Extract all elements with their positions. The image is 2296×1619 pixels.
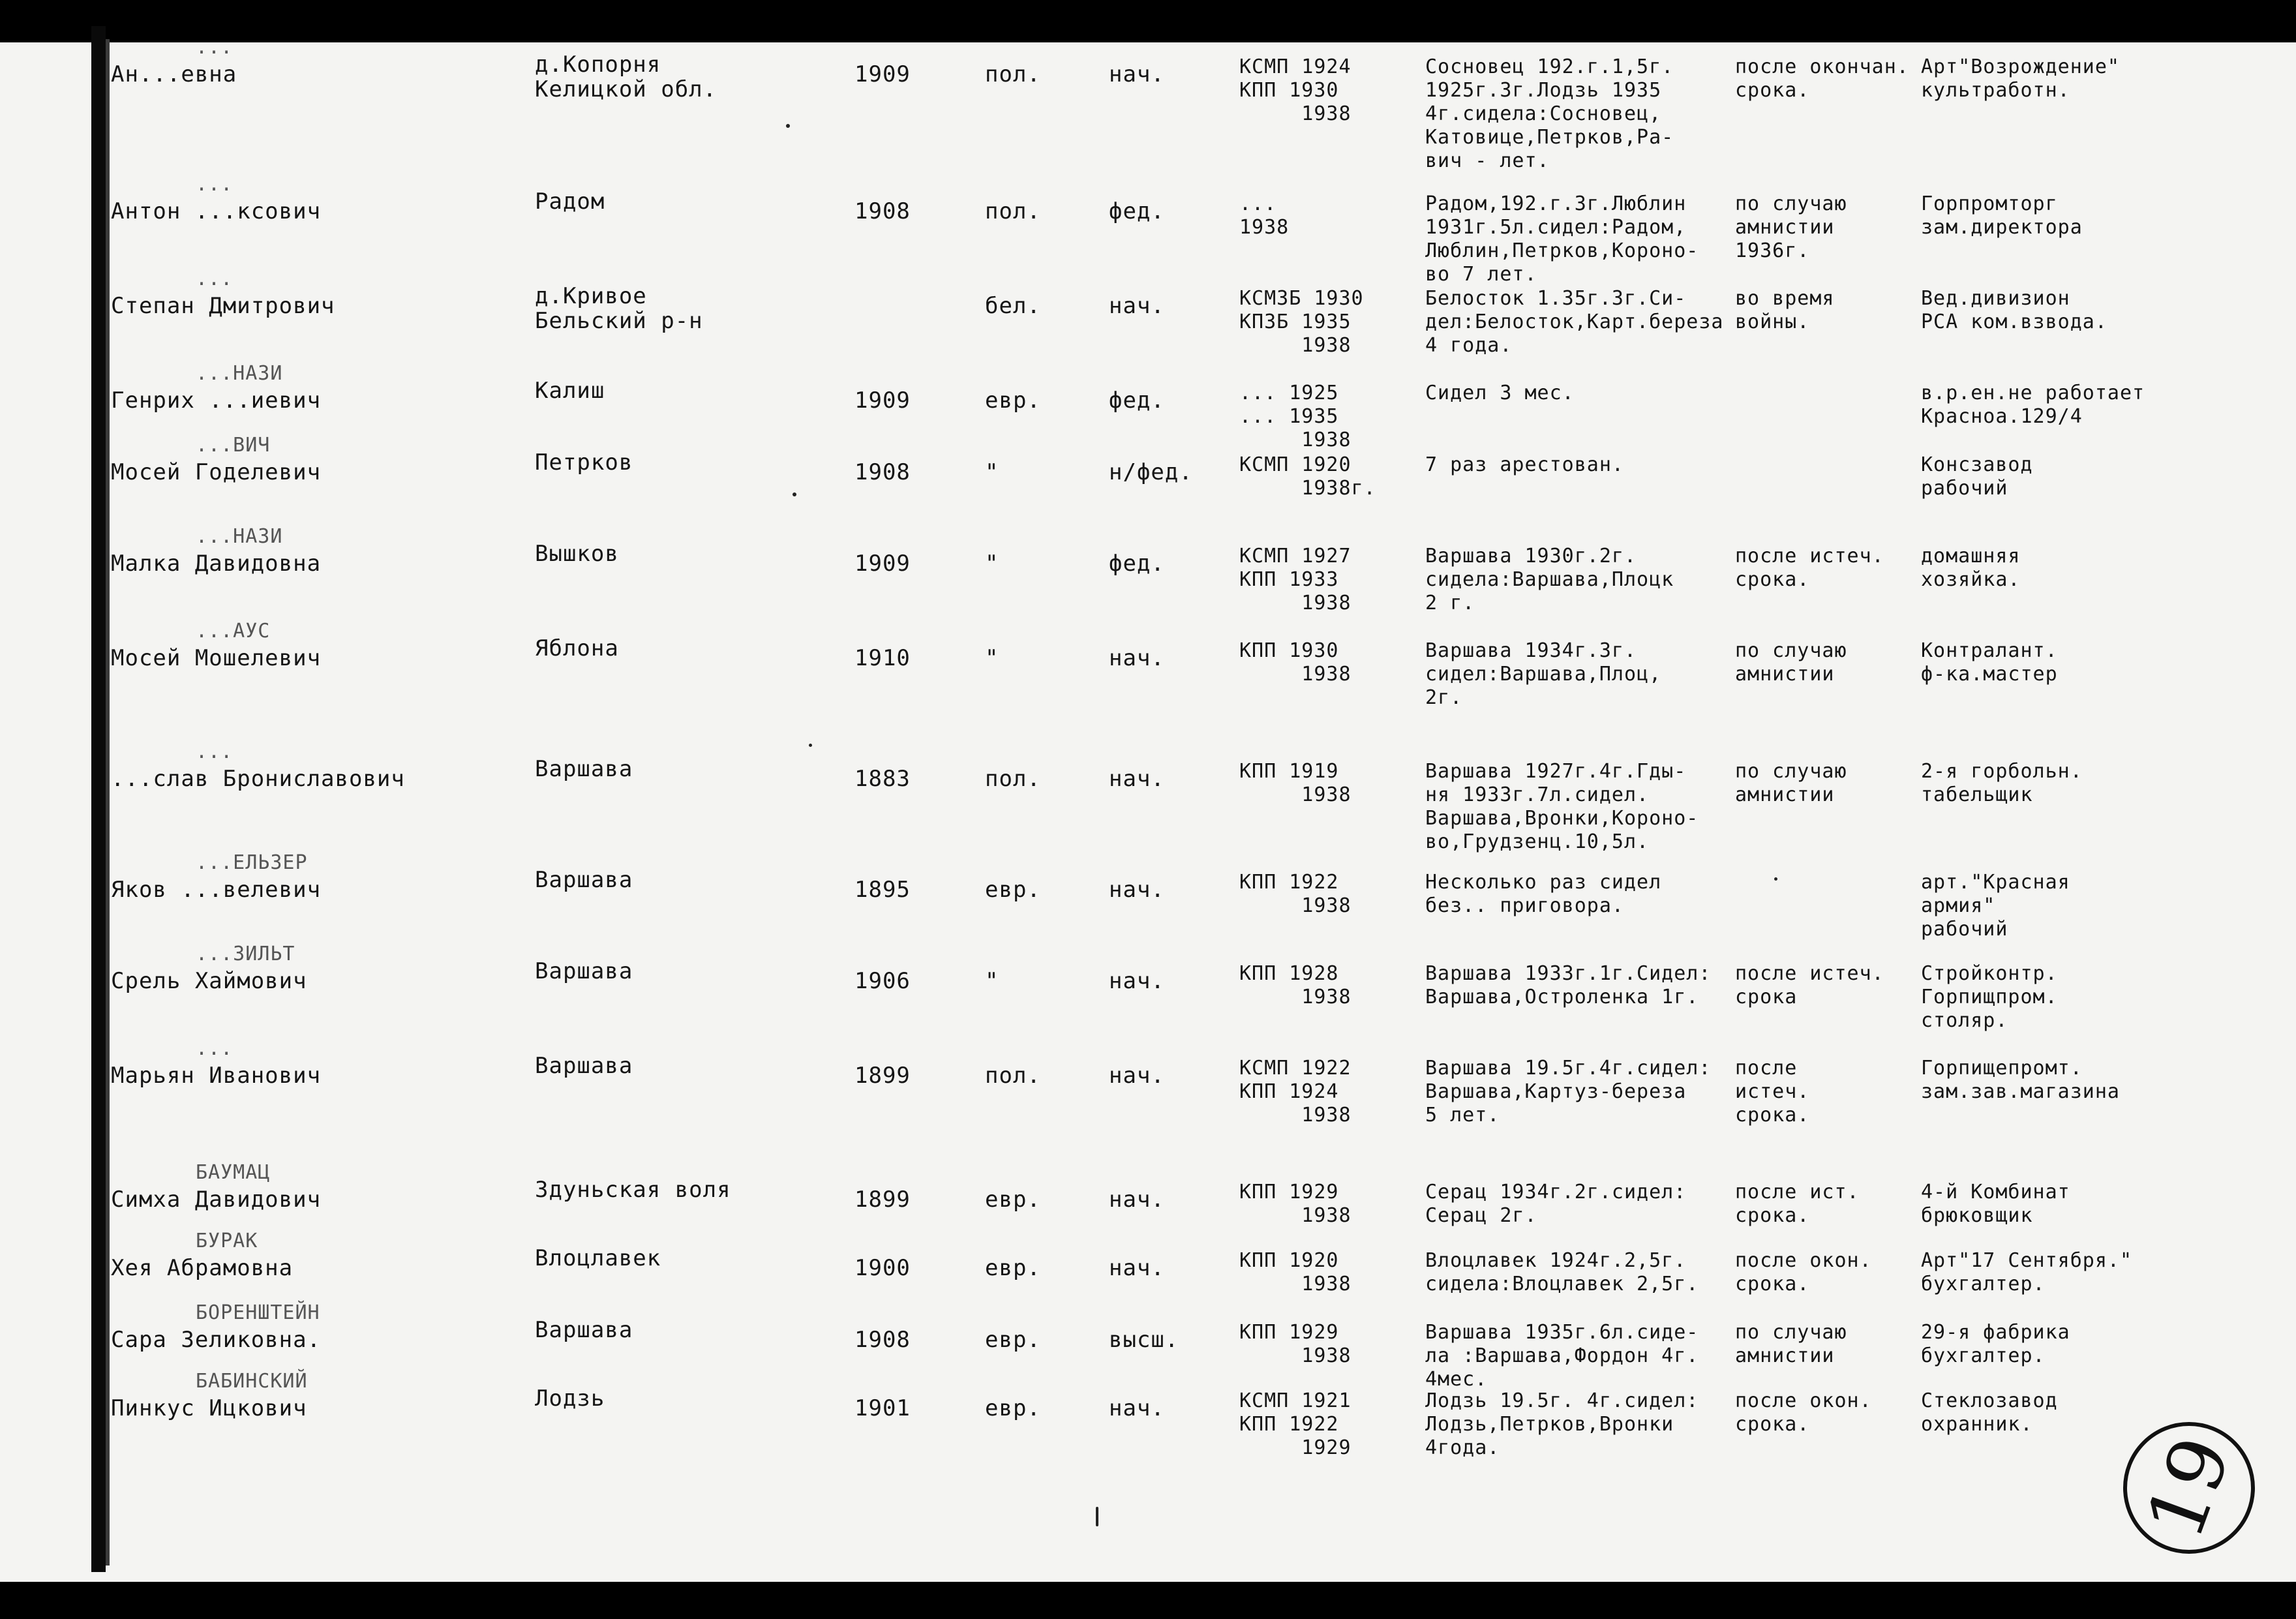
arrest-record: Варшава 1934г.3г. сидел:Варшава,Плоц, 2г. — [1425, 639, 1662, 709]
birth-year: 1909 — [854, 387, 911, 414]
arrest-record: 7 раз арестован. — [1425, 453, 1624, 476]
birth-year: 1895 — [854, 877, 911, 903]
person-surname: ...АУС — [196, 620, 271, 643]
education: нач. — [1109, 61, 1165, 87]
party-membership: КСМП 1921 КПП 1922 1929 — [1239, 1389, 1352, 1459]
party-membership: КПП 1930 1938 — [1239, 639, 1352, 686]
birthplace: Варшава — [535, 1317, 633, 1343]
arrest-record: Влоцлавек 1924г.2,5г. сидела:Влоцлавек 2,5г. — [1425, 1249, 1699, 1295]
occupation: домашняя хозяйка. — [1921, 545, 2021, 591]
release-reason: после истеч. срока — [1735, 962, 1884, 1008]
binding-edge — [91, 26, 106, 1572]
birthplace: Лодзь — [535, 1385, 605, 1412]
person-name: Степан Дмитрович — [111, 293, 335, 319]
birth-year: 1900 — [854, 1255, 911, 1281]
person-surname: БУРАК — [196, 1230, 258, 1252]
person-surname: ... — [196, 173, 234, 196]
nationality: " — [985, 459, 999, 485]
education: н/фед. — [1109, 459, 1193, 485]
occupation: Арт"Возрождение" культработн. — [1921, 55, 2120, 102]
party-membership: КСМЗБ 1930 КПЗБ 1935 1938 — [1239, 287, 1364, 357]
occupation: Горпромторг зам.директора — [1921, 192, 2083, 239]
person-surname: ... — [196, 1037, 234, 1060]
nationality: евр. — [985, 387, 1041, 414]
education: нач. — [1109, 1063, 1165, 1089]
person-surname: БАБИНСКИЙ — [196, 1370, 308, 1393]
release-reason: после истеч. срока. — [1735, 1057, 1810, 1127]
birthplace: д.Кривое Бельский р-н — [535, 283, 703, 334]
occupation: в.р.ен.не работает Красноа.129/4 — [1921, 382, 2145, 428]
nationality: " — [985, 968, 999, 994]
education: нач. — [1109, 645, 1165, 671]
arrest-record: Варшава 1933г.1г.Сидел: Варшава,Остроленка 1г. — [1425, 962, 1712, 1008]
person-surname: ... — [196, 36, 234, 59]
release-reason: после окон. срока. — [1735, 1389, 1872, 1436]
release-reason: после ист. срока. — [1735, 1181, 1860, 1227]
person-name: Мосей Мошелевич — [111, 645, 322, 671]
person-surname: ...ЗИЛЬТ — [196, 943, 295, 965]
nationality: " — [985, 645, 999, 671]
education: нач. — [1109, 766, 1165, 792]
arrest-record: Варшава 1930г.2г. сидела:Варшава,Плоцк 2 г. — [1425, 545, 1674, 614]
education: фед. — [1109, 198, 1165, 224]
party-membership: КПП 1919 1938 — [1239, 760, 1352, 806]
education: нач. — [1109, 293, 1165, 319]
arrest-record: Варшава 1935г.6л.сиде- ла :Варшава,Фордон 4г. 4мес. — [1425, 1321, 1699, 1391]
person-name: Срель Хаймович — [111, 968, 307, 994]
scan-speck — [786, 124, 790, 128]
scan-speck — [793, 492, 796, 496]
birth-year: 1908 — [854, 1327, 911, 1353]
scan-speck — [1774, 877, 1777, 881]
scan-speck — [809, 744, 812, 747]
occupation: Стеклозавод охранник. — [1921, 1389, 2058, 1436]
person-name: Хея Абрамовна — [111, 1255, 294, 1281]
education: нач. — [1109, 1395, 1165, 1421]
party-membership: КСМП 1922 КПП 1924 1938 — [1239, 1057, 1352, 1127]
arrest-record: Сидел 3 мес. — [1425, 382, 1575, 404]
birth-year: 1909 — [854, 551, 911, 577]
birthplace: Влоцлавек — [535, 1245, 661, 1271]
person-name: Пинкус Ицкович — [111, 1395, 307, 1421]
nationality: пол. — [985, 198, 1041, 224]
page-number: 19 — [2129, 1425, 2249, 1551]
person-surname: БАУМАЦ — [196, 1161, 271, 1184]
birth-year: 1883 — [854, 766, 911, 792]
arrest-record: Серац 1934г.2г.сидел: Серац 2г. — [1425, 1181, 1687, 1227]
person-name: Яков ...велевич — [111, 877, 322, 903]
party-membership: ... 1925 ... 1935 1938 — [1239, 382, 1352, 451]
birth-year: 1899 — [854, 1063, 911, 1089]
release-reason: по случаю амнистии 1936г. — [1735, 192, 1847, 262]
birth-year: 1909 — [854, 61, 911, 87]
party-membership: КПП 1929 1938 — [1239, 1181, 1352, 1227]
birth-year: 1908 — [854, 459, 911, 485]
party-membership: КСМП 1924 КПП 1930 1938 — [1239, 55, 1352, 125]
arrest-record: Лодзь 19.5г. 4г.сидел: Лодзь,Петрков,Вронки 4года. — [1425, 1389, 1699, 1459]
release-reason: после истеч. срока. — [1735, 545, 1884, 591]
education: нач. — [1109, 1187, 1165, 1213]
person-name: Антон ...ксович — [111, 198, 322, 224]
nationality: евр. — [985, 1255, 1041, 1281]
release-reason: после окон. срока. — [1735, 1249, 1872, 1295]
birthplace: Радом — [535, 189, 605, 215]
education: фед. — [1109, 387, 1165, 414]
page-number-stamp — [2123, 1422, 2255, 1554]
person-surname: ... — [196, 740, 234, 763]
person-surname: ...НАЗИ — [196, 362, 283, 385]
education: фед. — [1109, 551, 1165, 577]
birth-year: 1901 — [854, 1395, 911, 1421]
release-reason: по случаю амнистии — [1735, 1321, 1847, 1367]
person-name: Мосей Годелевич — [111, 459, 322, 485]
birthplace: Варшава — [535, 958, 633, 984]
birthplace: Вышков — [535, 541, 619, 567]
education: нач. — [1109, 1255, 1165, 1281]
party-membership: ... 1938 — [1239, 192, 1290, 239]
party-membership: КПП 1928 1938 — [1239, 962, 1352, 1008]
occupation: 4-й Комбинат брюковщик — [1921, 1181, 2070, 1227]
person-surname: ... — [196, 267, 234, 290]
nationality: пол. — [985, 61, 1041, 87]
release-reason: после окончан. срока. — [1735, 55, 1909, 102]
party-membership: КПП 1929 1938 — [1239, 1321, 1352, 1367]
occupation: 29-я фабрика бухгалтер. — [1921, 1321, 2070, 1367]
birthplace: Здуньская воля — [535, 1177, 731, 1203]
person-surname: ...НАЗИ — [196, 525, 283, 548]
person-surname: ...ЕЛЬЗЕР — [196, 851, 308, 874]
person-name: Симха Давидович — [111, 1187, 322, 1213]
person-name: Генрих ...иевич — [111, 387, 322, 414]
birthplace: Калиш — [535, 378, 605, 404]
arrest-record: Радом,192.г.3г.Люблин 1931г.5л.сидел:Радом, Люблин,Петрков,Короно- во 7 лет. — [1425, 192, 1699, 286]
person-name: Малка Давидовна — [111, 551, 322, 577]
nationality: евр. — [985, 1395, 1041, 1421]
binding-edge-shadow — [106, 39, 110, 1566]
birthplace: Варшава — [535, 1053, 633, 1079]
occupation: 2-я горбольн. табельщик — [1921, 760, 2083, 806]
birthplace: Яблона — [535, 635, 619, 661]
education: нач. — [1109, 877, 1165, 903]
education: нач. — [1109, 968, 1165, 994]
arrest-record: Варшава 1927г.4г.Гды- ня 1933г.7л.сидел. Варшава,Вронки,Короно- во,Грудзенц.10,5л. — [1425, 760, 1699, 853]
person-name: Марьян Иванович — [111, 1063, 322, 1089]
party-membership: КСМП 1920 1938г. — [1239, 453, 1376, 500]
occupation: Вед.дивизион РСА ком.взвода. — [1921, 287, 2107, 333]
person-name: ...слав Брониславович — [111, 766, 405, 792]
occupation: Горпищепромт. зам.зав.магазина — [1921, 1057, 2120, 1103]
top-border — [0, 0, 2296, 42]
occupation: арт."Красная армия" рабочий — [1921, 871, 2070, 941]
education: высш. — [1109, 1327, 1179, 1353]
occupation: Арт"17 Сентября." бухгалтер. — [1921, 1249, 2133, 1295]
person-name: Сара Зеликовна. — [111, 1327, 322, 1353]
person-name: Ан...евна — [111, 61, 237, 87]
birthplace: д.Копорня Келицкой обл. — [535, 52, 718, 102]
occupation: Стройконтр. Горпищпром. столяр. — [1921, 962, 2058, 1032]
person-surname: БОРЕНШТЕЙН — [196, 1301, 320, 1324]
birth-year: 1910 — [854, 645, 911, 671]
release-reason: по случаю амнистии — [1735, 760, 1847, 806]
party-membership: КПП 1920 1938 — [1239, 1249, 1352, 1295]
nationality: бел. — [985, 293, 1041, 319]
occupation: Консзавод рабочий — [1921, 453, 2033, 500]
birth-year: 1908 — [854, 198, 911, 224]
occupation: Контралант. ф-ка.мастер — [1921, 639, 2058, 686]
party-membership: КПП 1922 1938 — [1239, 871, 1352, 917]
birthplace: Варшава — [535, 756, 633, 782]
scan-speck — [1096, 1507, 1098, 1526]
nationality: евр. — [985, 1187, 1041, 1213]
birth-year: 1906 — [854, 968, 911, 994]
party-membership: КСМП 1927 КПП 1933 1938 — [1239, 545, 1352, 614]
arrest-record: Сосновец 192.г.1,5г. 1925г.3г.Лодзь 1935 4г.сидела:Сосновец, Катовице,Петрков,Ра- вич - лет. — [1425, 55, 1674, 172]
release-reason: во время войны. — [1735, 287, 1835, 333]
bottom-border — [0, 1582, 2296, 1619]
birthplace: Варшава — [535, 867, 633, 893]
nationality: евр. — [985, 877, 1041, 903]
nationality: пол. — [985, 766, 1041, 792]
arrest-record: Варшава 19.5г.4г.сидел: Варшава,Картуз-береза 5 лет. — [1425, 1057, 1712, 1127]
nationality: " — [985, 551, 999, 577]
birth-year: 1899 — [854, 1187, 911, 1213]
nationality: евр. — [985, 1327, 1041, 1353]
arrest-record: Белосток 1.35г.3г.Си- дел:Белосток,Карт.береза 4 года. — [1425, 287, 1724, 357]
nationality: пол. — [985, 1063, 1041, 1089]
arrest-record: Несколько раз сидел без.. приговора. — [1425, 871, 1662, 917]
person-surname: ...ВИЧ — [196, 434, 271, 457]
birthplace: Петрков — [535, 449, 633, 476]
release-reason: по случаю амнистии — [1735, 639, 1847, 686]
